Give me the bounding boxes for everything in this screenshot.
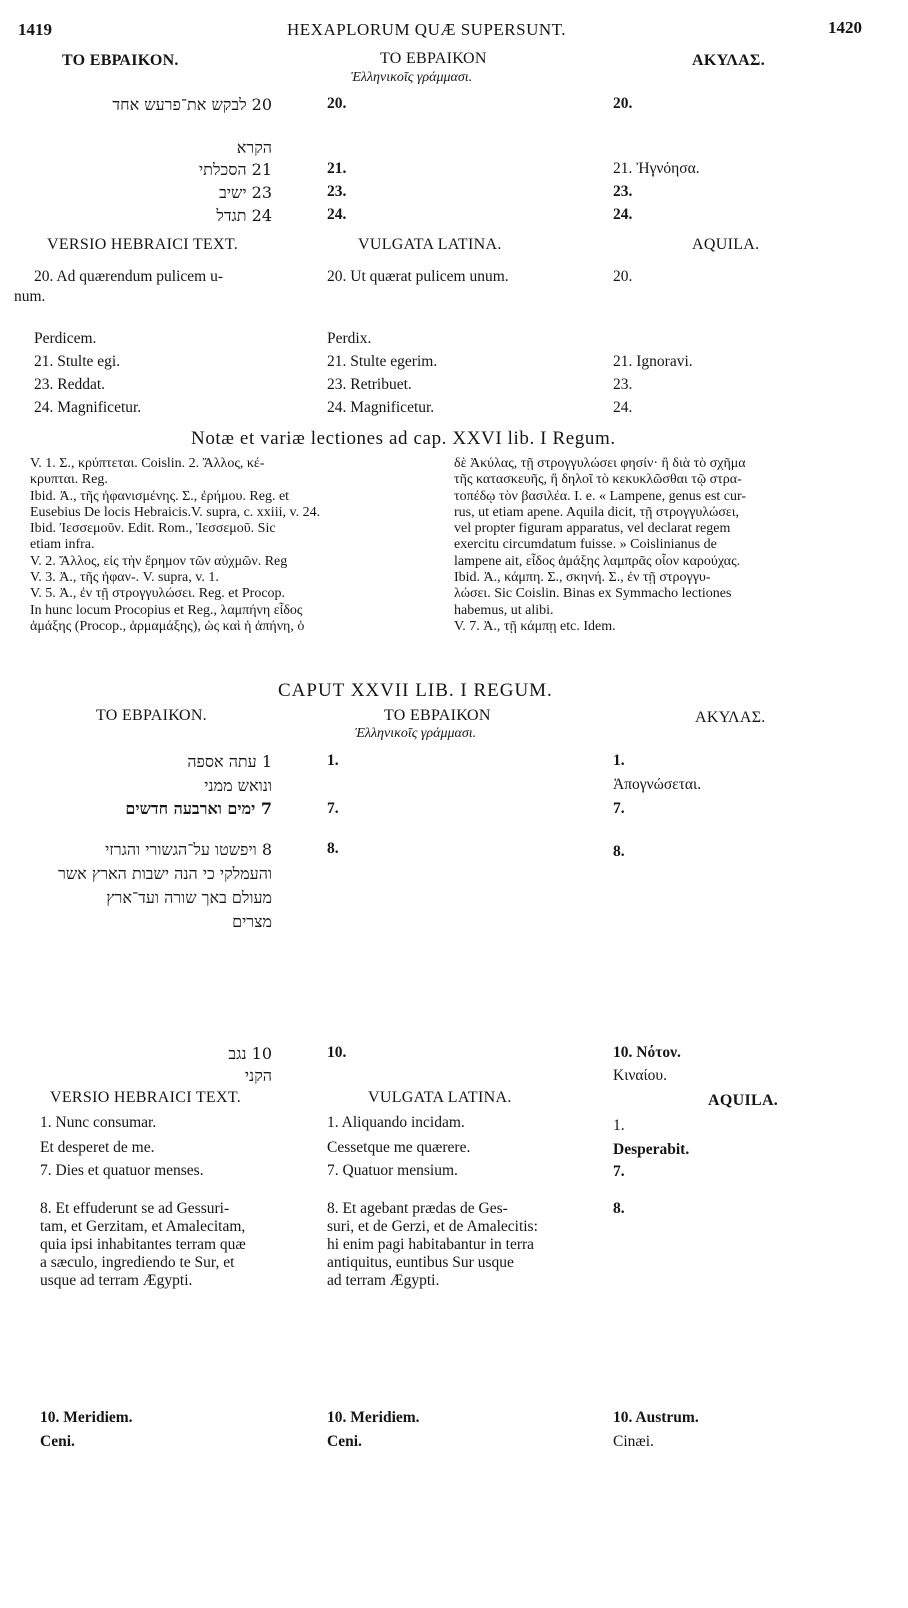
note-line: κρυπται. Reg. [30,472,108,488]
versio-verse-24: 24. Magnificetur. [34,399,142,416]
versio-verse-1b: Et desperet de me. [40,1139,155,1156]
aquila-verse-8: 8. [613,1200,625,1217]
running-title: HEXAPLORUM QUÆ SUPERSUNT. [287,20,567,39]
aquila-verse-1b: Desperabit. [613,1141,690,1158]
hebrew-verse-10b: הקני [244,1066,272,1085]
hebrew-verse-24: 24 תגדל [216,206,272,225]
note-line: λώσει. Sic Coislin. Binas ex Symmacho lectiones [454,586,732,602]
page-number-left: 1419 [18,20,52,39]
hebrew-verse-21: 21 הסכלתי [198,160,272,179]
col-header-versio: VERSIO HEBRAICI TEXT. [47,236,239,253]
hebrew-verse-8-line2: והעמלקי כי הנה ישבות הארץ אשר [57,864,272,883]
versio-verse-8 [40,1200,246,1290]
vulgata-verse-24: 24. Magnificetur. [327,399,435,416]
vulgata-verse-8-line: 8. Et agebant prædas de Ges- [327,1200,508,1217]
col-header-aquila: AQUILA. [692,236,760,253]
akylas-verse-10b: Κιναίου. [613,1067,667,1084]
aquila-verse-20: 20. [613,268,633,285]
note-line: vel propter figuram apparatus, vel declarat regem [454,521,731,537]
vulgata-verse-20: 20. Ut quærat pulicem unum. [327,268,509,285]
note-line: ἁμάξης (Procop., ἁρμαμάξης), ὡς καὶ ἡ ἀπήνη, ὁ [30,618,305,634]
versio-verse-8-line: tam, et Gerzitam, et Amalecitam, [40,1218,246,1235]
vulgata-verse-10b: Ceni. [327,1433,362,1450]
vulgata-verse-23: 23. Retribuet. [327,376,412,393]
vulgata-verse-8 [327,1200,538,1290]
note-line: Ibid. Ἰεσσεμοῦν. Edit. Rom., Ἰεσσεμοῦ. Sic [30,521,276,537]
akylas-verse-24: 24. [613,206,633,223]
akylas-verse-1b: Ἀπογνώσεται. [613,776,702,793]
vulgata-verse-7: 7. Quatuor mensium. [327,1162,458,1179]
greek-verse-1: 1. [327,752,339,769]
note-line: exercitu circumdatum fuisse. » Coislinianus de [454,537,717,553]
greek-verse-20: 20. [327,95,347,112]
note-line: V. 2. Ἄλλος, εἰς τὴν ἔρημον τῶν αὐχμῶν. Reg [30,553,288,569]
greek-verse-8: 8. [327,840,339,857]
versio-verse-21: 21. Stulte egi. [34,353,121,370]
vulgata-verse-1: 1. Aliquando incidam. [327,1114,465,1131]
note-line: Eusebius De locis Hebraicis.V. supra, c. xxiii, v. 24. [30,504,321,520]
chapter-heading: CAPUT XXVII LIB. I REGUM. [278,680,553,701]
note-line: τῆς κατασκευῆς, ἢ δηλοῖ τὸ κεκυκλῶσθαι τῷ στρα- [454,472,742,488]
versio-verse-10b: Ceni. [40,1433,75,1450]
col-header-aquila: AQUILA. [708,1092,779,1109]
akylas-verse-7: 7. [613,800,625,817]
vulgata-perdix: Perdix. [327,330,372,347]
vulgata-verse-8-line: suri, et de Gerzi, et de Amalecitis: [327,1218,538,1235]
hebrew-qara: הקרא [236,138,272,157]
versio-verse-20-cont: num. [14,288,46,305]
note-line: δὲ Ἀκύλας, τῇ στρογγυλώσει φησίν· ἢ διὰ τὸ σχῆμα [454,456,746,471]
versio-verse-8-line: 8. Et effuderunt se ad Gessuri- [40,1200,230,1217]
vulgata-verse-10: 10. Meridiem. [327,1409,420,1426]
versio-verse-8-line: a sæculo, ingrediendo te Sur, et [40,1254,235,1271]
akylas-verse-10: 10. Νότον. [613,1044,681,1061]
col-header-ebraikon-greek: ΤΟ ΕΒΡΑΙΚΟΝ [384,707,491,724]
hebrew-verse-8-line3: מעולם באך שורה ועד־ארץ [106,888,272,907]
note-line: In hunc locum Procopius et Reg., λαμπήνη εἶδος [30,602,303,618]
versio-verse-1: 1. Nunc consumar. [40,1114,157,1131]
page-number-right: 1420 [828,18,862,37]
note-line: lampene ait, εἶδος ἁμάξης λαμπρᾶς οἷον καρούχας. [454,553,741,569]
hebrew-verse-7: 7 ימים וארבעה חדשים [125,799,272,818]
col-header-vulgata: VULGATA LATINA. [358,236,502,253]
note-line: τοπέδῳ τὸν βασιλέα. I. e. « Lampene, genus est cur- [454,488,747,504]
col-subheader-greek-letters: Ἑλληνικοῖς γράμμασι. [351,70,473,85]
vulgata-verse-8-line: ad terram Ægypti. [327,1272,440,1289]
versio-verse-20: 20. Ad quærendum pulicem u- [34,268,223,285]
greek-verse-10: 10. [327,1044,347,1061]
greek-verse-23: 23. [327,183,347,200]
notes-left-column [30,456,320,635]
note-line: V. 7. Ἀ., τῇ κάμπῃ etc. Idem. [454,618,616,634]
aquila-verse-7: 7. [613,1163,625,1180]
versio-verse-8-line: quia ipsi inhabitantes terram quæ [40,1236,246,1253]
note-line: V. 3. Ἀ., τῆς ἠφαν-. V. supra, v. 1. [30,570,219,586]
aquila-verse-10b: Cinæi. [613,1433,654,1450]
greek-verse-21: 21. [327,160,347,177]
note-line: Ibid. Ἀ., τῆς ἠφανισμένης. Σ., ἐρήμου. Reg. et [30,488,290,504]
vulgata-verse-8-line: antiquitus, euntibus Sur usque [327,1254,514,1271]
versio-verse-10: 10. Meridiem. [40,1409,133,1426]
hebrew-verse-10: 10 נגב [228,1044,272,1063]
note-line: V. 5. Ἀ., ἐν τῇ στρογγυλώσει. Reg. et Procop. [30,586,286,602]
versio-perdicem: Perdicem. [34,330,97,347]
vulgata-verse-1b: Cessetque me quærere. [327,1139,471,1156]
note-line: V. 1. Σ., κρύπτεται. Coislin. 2. Ἄλλος, κέ- [30,456,265,471]
aquila-verse-23: 23. [613,376,633,393]
akylas-verse-21: 21. Ἠγνόησα. [613,160,700,177]
greek-verse-24: 24. [327,206,347,223]
note-line: habemus, ut alibi. [454,602,554,618]
col-header-ebraikon: ΤΟ ΕΒΡΑΙΚΟΝ. [62,52,179,69]
vulgata-verse-8-line: hi enim pagi habitabantur in terra [327,1236,535,1253]
col-subheader-greek-letters: Ἑλληνικοῖς γράμμασι. [355,726,477,741]
hebrew-verse-1b: ונואש ממני [204,776,272,795]
note-line: Ibid. Ἀ., κάμπη. Σ., σκηνή. Σ., ἐν τῇ στρογγυ- [454,570,711,586]
col-header-versio: VERSIO HEBRAICI TEXT. [50,1089,242,1106]
akylas-verse-23: 23. [613,183,633,200]
versio-verse-7: 7. Dies et quatuor menses. [40,1162,204,1179]
aquila-verse-1: 1. [613,1117,625,1134]
versio-verse-23: 23. Reddat. [34,376,106,393]
akylas-verse-8: 8. [613,843,625,860]
akylas-verse-20: 20. [613,95,633,112]
vulgata-verse-21: 21. Stulte egerim. [327,353,438,370]
aquila-verse-10: 10. Austrum. [613,1409,699,1426]
versio-verse-8-line: usque ad terram Ægypti. [40,1272,193,1289]
col-header-vulgata: VULGATA LATINA. [368,1089,512,1106]
col-header-ebraikon: ΤΟ ΕΒΡΑΙΚΟΝ. [96,707,207,724]
note-line: rus, ut etiam apene. Aquila dicit, τῇ στρογγυλώσει, [454,504,740,520]
notes-right-column [454,456,746,635]
col-header-akylas: ΑΚΥΛΑΣ. [695,709,766,726]
hebrew-verse-1: 1 עתה אספה [187,752,272,771]
hebrew-verse-8: 8 ויפשטו על־הגשורי והגרזי [105,840,272,859]
col-header-ebraikon-greek: ΤΟ ΕΒΡΑΙΚΟΝ [380,50,487,67]
hebrew-verse-20: 20 לבקש את־פרעש אחד [112,95,272,114]
col-header-akylas: ΑΚΥΛΑΣ. [692,52,765,69]
hebrew-verse-8-line4: מצרים [232,912,272,931]
notes-title: Notæ et variæ lectiones ad cap. XXVI lib. I Regum. [191,428,616,449]
aquila-verse-24: 24. [613,399,633,416]
akylas-verse-1: 1. [613,752,625,769]
greek-verse-7: 7. [327,800,339,817]
aquila-verse-21: 21. Ignoravi. [613,353,693,370]
hebrew-verse-23: 23 ישיב [219,183,272,202]
note-line: etiam infra. [30,537,95,553]
